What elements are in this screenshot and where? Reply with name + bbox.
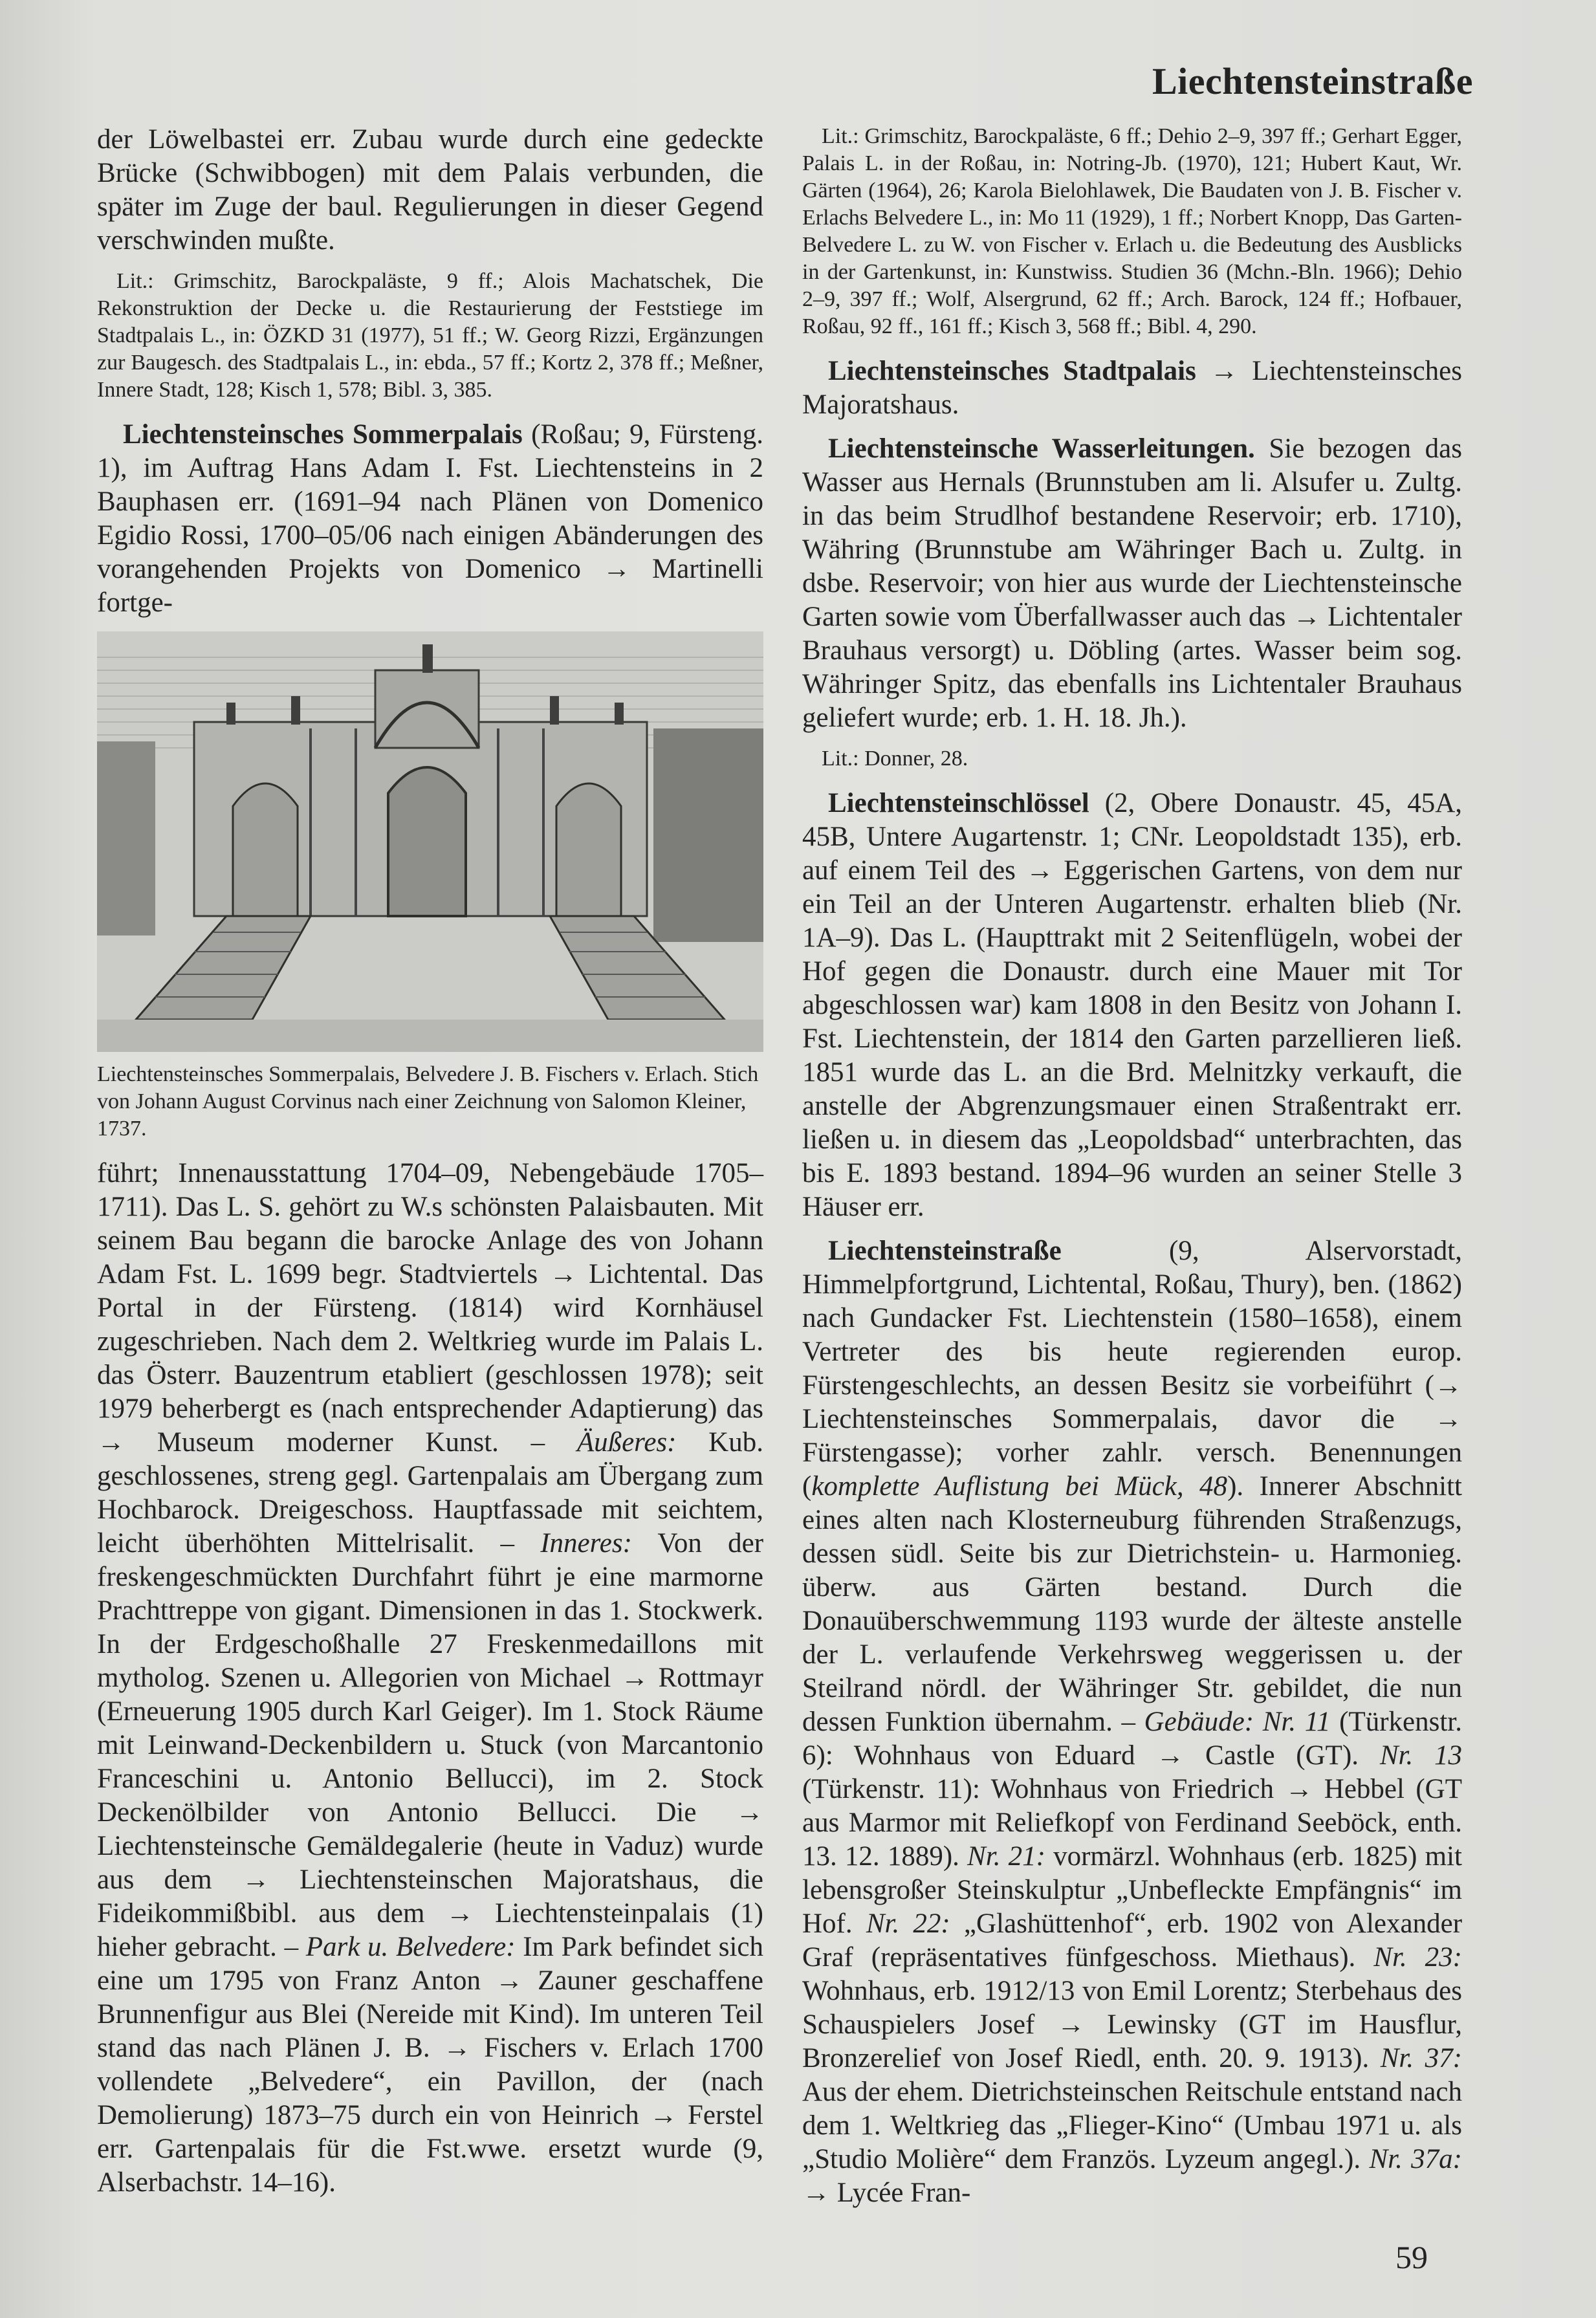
- label-aeusseres: Äußeres:: [576, 1427, 677, 1458]
- entry-sommerpalais-continued: führt; Innenausstattung 1704–09, Nebengebäude 1705–1711). Das L. S. gehört zu W.s schönsten Palaisbauten. Mit seinem Bau begann die barocke Anlage des von Johann Adam Fst. L. 1699 begr. Stadtviertels → Lichtental. Das Portal in der Fürsteng. (1814) wird Kornhäusel zugeschrieben. Nach dem 2. Weltkrieg wurde im Palais L. das Österr. Bauzentrum etabliert (geschlossen 1978); seit 1979 beherbergt es (nach entsprechender Adaptierung) das → Museum moderner Kunst. – Äußeres: Kub. geschlossenes, streng gegl. Gartenpalais am Übergang zum Hochbarock. Dreigeschoss. Hauptfassade mit seichtem, leicht überhöhten Mittelrisalit. – Inneres: Von der freskengeschmückten Durchfahrt führt je eine marmorne Prachttreppe von gigant. Dimensionen in das 1. Stockwerk. In der Erdgeschoßhalle 27 Freskenmedaillons mit mytholog. Szenen u. Allegorien von Michael → Rottmayr (Erneuerung 1905 durch Karl Geiger). Im 1. Stock Räume mit Leinwand-Deckenbildern u. Stuck (von Marcantonio Franceschini u. Antonio Bellucci), im 2. Stock Deckenölbilder von Antonio Bellucci. Die → Liechtensteinsche Gemäldegalerie (heute in Vaduz) wurde aus dem → Liechtensteinschen Majoratshaus, die Fideikommißbibl. aus dem → Liechtensteinpalais (1) hieher gebracht. – Park u. Belvedere: Im Park befindet sich eine um 1795 von Franz Anton → Zauner geschaffene Brunnenfigur aus Blei (Nereide mit Kind). Im unteren Teil stand das nach Plänen J. B. → Fischers v. Erlach 1700 vollendete „Belvedere“, ein Pavillon, der (nach Demolierung) 1873–75 durch ein von Heinrich → Ferstel err. Gartenpalais für die Fst.wwe. ersetzt wurde (9, Alserbachstr. 14–16).: [97, 1158, 764, 2198]
- paragraph-loewelbastei: der Löwelbastei err. Zubau wurde durch eine gedeckte Brücke (Schwibbogen) mit dem Palais verbunden, die später im Zuge der baul. Regulierungen in dieser Gegend verschwinden mußte.: [97, 124, 763, 256]
- entry-sommerpalais-text: (Roßau; 9, Fürsteng. 1), im Auftrag Hans Adam I. Fst. Liechtensteins in 2 Bauphasen err. (1691–94 nach Plänen von Domenico Egidio Rossi, 1700–05/06 nach einigen Abänderungen des vorangehenden Projekts von Domenico → Martinelli fortge-: [97, 419, 763, 618]
- entry-sommerpalais: [97, 418, 763, 620]
- headword-liechtensteinstrasse: Liechtensteinstraße: [828, 1236, 1062, 1266]
- headword-sommerpalais: Liechtensteinsches Sommerpalais: [123, 419, 523, 450]
- engraving-belvedere-image: [97, 631, 763, 1052]
- figure-belvedere: [97, 631, 763, 1143]
- figure-caption: Liechtensteinsches Sommerpalais, Belvedere J. B. Fischers v. Erlach. Stich von Johann August Corvinus nach einer Zeichnung von Salomon Kleiner, 1737.: [97, 1062, 759, 1141]
- headword-wasserleitungen: Liechtensteinsche Wasserleitungen.: [828, 433, 1255, 464]
- label-park-belvedere: Park u. Belvedere:: [305, 1932, 516, 1962]
- entry-wasserleitungen: Liechtensteinsche Wasserleitungen. Sie bezogen das Wasser aus Hernals (Brunnstuben am li. Alsufer u. Zultg. in das beim Strudlhof bestandene Reservoir; erb. 1710), Währing (Brunnstube am Währinger Bach u. Zultg. in dsbe. Reservoir; von hier aus wurde der Liechtensteinsche Garten sowie vom Überfallwasser auch das → Lichtentaler Brauhaus versorgt) u. Döbling (artes. Wasser beim sog. Währinger Spitz, das ebenfalls ins Lichtentaler Brauhaus geliefert wurde; erb. 1. H. 18. Jh.).: [802, 433, 1462, 733]
- headword-liechtensteinschloessel: Liechtensteinschlössel: [828, 788, 1089, 818]
- entry-liechtensteinschloessel: Liechtensteinschlössel (2, Obere Donaustr. 45, 45A, 45B, Untere Augartenstr. 1; CNr. Leopoldstadt 135), erb. auf einem Teil des → Eggerischen Gartens, von dem nur ein Teil an der Unteren Augartenstr. erhalten blieb (Nr. 1A–9). Das L. (Haupttrakt mit 2 Seitenflügeln, wobei der Hof gegen die Donaustr. durch eine Mauer mit Tor abgeschlossen war) kam 1808 in den Besitz von Johann I. Fst. Liechtenstein, der 1814 den Garten parzellieren ließ. 1851 wurde das L. an die Brd. Melnitzky verkauft, die anstelle der Abgrenzungsmauer einen Straßentrakt err. ließen u. in diesem das „Leopoldsbad“ unterbrachten, das bis E. 1893 bestand. 1894–96 wurden an seiner Stelle 3 Häuser err.: [802, 788, 1462, 1222]
- headword-stadtpalais: Liechtensteinsches Stadtpalais: [828, 356, 1196, 386]
- literature-stadtpalais: Lit.: Grimschitz, Barockpaläste, 9 ff.; Alois Machatschek, Die Rekonstruktion der Decke u. die Restaurierung der Feststiege im Stadtpalais L., in: ÖZKD 31 (1977), 51 ff.; W. Georg Rizzi, Ergänzungen zur Baugesch. des Stadtpalais L., in: ebda., 57 ff.; Kortz 2, 378 ff.; Meßner, Innere Stadt, 128; Kisch 1, 578; Bibl. 3, 385.: [97, 269, 763, 402]
- running-head: Liechtensteinstraße: [1152, 60, 1473, 102]
- literature-wasserleitungen: Lit.: Donner, 28.: [822, 747, 968, 771]
- page-number: 59: [1395, 2239, 1428, 2275]
- label-inneres: Inneres:: [540, 1528, 632, 1558]
- right-column: [802, 123, 1462, 2220]
- label-gebaeude: Gebäude: Nr. 11: [1144, 1707, 1331, 1737]
- entry-stadtpalais: Liechtensteinsches Stadtpalais → Liechtensteinsches Majoratshaus.: [802, 356, 1462, 420]
- left-column: [97, 123, 763, 2210]
- entry-liechtensteinstrasse: Liechtensteinstraße (9, Alservorstadt, Himmelpfortgrund, Lichtental, Roßau, Thury), ben. (1862) nach Gundacker Fst. Liechtenstein (1580–1658), einem Vertreter des bis heute regierenden europ. Fürstengeschlechts, an dessen Besitz sie vorbeiführt (→ Liechtensteinsches Sommerpalais, davor die → Fürstengasse); vorher zahlr. versch. Benennungen (komplette Auflistung bei Mück, 48). Innerer Abschnitt eines alten nach Klosterneuburg führenden Straßenzugs, dessen südl. Seite bis zur Dietrichstein- u. Harmonieg. überw. aus Gärten bestand. Durch die Donauüberschwemmung 1193 wurde der älteste anstelle der L. verlaufende Verkehrsweg weggerissen u. der Steilrand nördl. der Währinger Str. gebildet, die nun dessen Funktion übernahm. – Gebäude: Nr. 11 (Türkenstr. 6): Wohnhaus von Eduard → Castle (GT). Nr. 13 (Türkenstr. 11): Wohnhaus von Friedrich → Hebbel (GT aus Marmor mit Reliefkopf von Ferdinand Seeböck, enth. 13. 12. 1889). Nr. 21: vormärzl. Wohnhaus (erb. 1825) mit lebensgroßer Steinskulptur „Unbefleckte Empfängnis“ im Hof. Nr. 22: „Glashüttenhof“, erb. 1902 von Alexander Graf (repräsentatives fünfgeschoss. Miethaus). Nr. 23: Wohnhaus, erb. 1912/13 von Emil Lorentz; Sterbehaus des Schauspielers Josef → Lewinsky (GT im Hausflur, Bronzerelief von Josef Riedl, enth. 20. 9. 1913). Nr. 37: Aus der ehem. Dietrichsteinschen Reitschule entstand nach dem 1. Weltkrieg das „Flieger-Kino“ (Umbau 1971 u. als „Studio Molière“ dem Französ. Lyzeum angegl.). Nr. 37a: → Lycée Fran-: [802, 1236, 1463, 2208]
- literature-sommerpalais: Lit.: Grimschitz, Barockpaläste, 6 ff.; Dehio 2–9, 397 ff.; Gerhart Egger, Palais L. in der Roßau, in: Notring-Jb. (1970), 121; Hubert Kaut, Wr. Gärten (1964), 26; Karola Bielohlawek, Die Baudaten von J. B. Fischer v. Erlachs Belvedere L., in: Mo 11 (1929), 1 ff.; Norbert Knopp, Das Garten-Belvedere L. zu W. von Fischer v. Erlach u. die Bedeutung des Ausblicks in der Gartenkunst, in: Kunstwiss. Studien 36 (Mchn.-Bln. 1966); Dehio 2–9, 397 ff.; Wolf, Alsergrund, 62 ff.; Arch. Barock, 124 ff.; Hofbauer, Roßau, 92 ff., 161 ff.; Kisch 3, 568 ff.; Bibl. 4, 290.: [802, 124, 1462, 338]
